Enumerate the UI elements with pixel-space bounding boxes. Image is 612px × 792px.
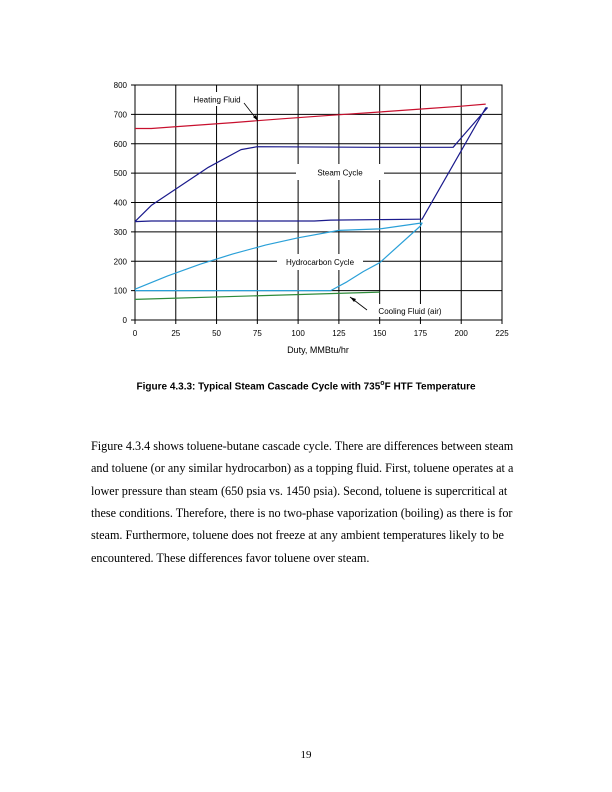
body-paragraph: Figure 4.3.4 shows toluene-butane cascade cycle. There are differences between steam and toluene (or any similar hydrocarbon) as a topping fluid. First, toluene operates at a lower pressure than steam (650 psia vs. 1450 psia). Second, toluene is supercritical at these conditions. Therefore, there is no two-phase vaporization (boiling) as there is for steam. Furthermore, toluene does not freeze at any ambient temperatures likely to be encountered. These differences favor toluene over steam. (91, 439, 514, 565)
axis-ticks (114, 81, 510, 338)
y-tick-label: 100 (113, 286, 127, 296)
x-tick-label: 100 (291, 329, 305, 338)
y-tick-label: 0 (122, 316, 127, 325)
annotation-cooling-fluid: Cooling Fluid (air) (378, 307, 442, 316)
steam-cascade-chart (0, 0, 612, 360)
x-tick-label: 175 (413, 329, 428, 338)
chart-series (135, 104, 487, 299)
figure-caption (0, 380, 612, 392)
x-axis-title: Duty, MMBtu/hr (287, 345, 349, 355)
annotation-heating-fluid: Heating Fluid (193, 95, 241, 105)
y-tick-label: 800 (113, 81, 127, 90)
x-tick-label: 75 (252, 329, 262, 338)
y-tick-label: 700 (113, 110, 127, 120)
annotation-hydrocarbon-cycle: Hydrocarbon Cycle (285, 258, 355, 267)
x-tick-label: 25 (171, 329, 181, 338)
series-line-heating-fluid (135, 104, 486, 128)
y-tick-label: 300 (113, 227, 127, 237)
annotation-steam-cycle: Steam Cycle (317, 168, 363, 178)
x-tick-label: 200 (454, 329, 468, 338)
degree-superscript: o (380, 380, 385, 387)
y-tick-label: 400 (113, 198, 127, 208)
x-tick-label: 150 (372, 329, 387, 338)
caption-text: Figure 4.3.3: Typical Steam Cascade Cycle with 735 (136, 381, 381, 393)
x-tick-label: 50 (212, 329, 222, 338)
page-number: 19 (300, 749, 312, 761)
caption-text-end: F HTF Temperature (384, 381, 476, 393)
x-tick-label: 225 (495, 329, 509, 338)
y-tick-label: 500 (113, 169, 127, 179)
y-tick-label: 600 (113, 139, 127, 149)
x-tick-label: 125 (332, 329, 346, 338)
chart-grid (135, 85, 502, 320)
x-tick-label: 0 (132, 329, 138, 338)
y-tick-label: 200 (113, 257, 127, 267)
